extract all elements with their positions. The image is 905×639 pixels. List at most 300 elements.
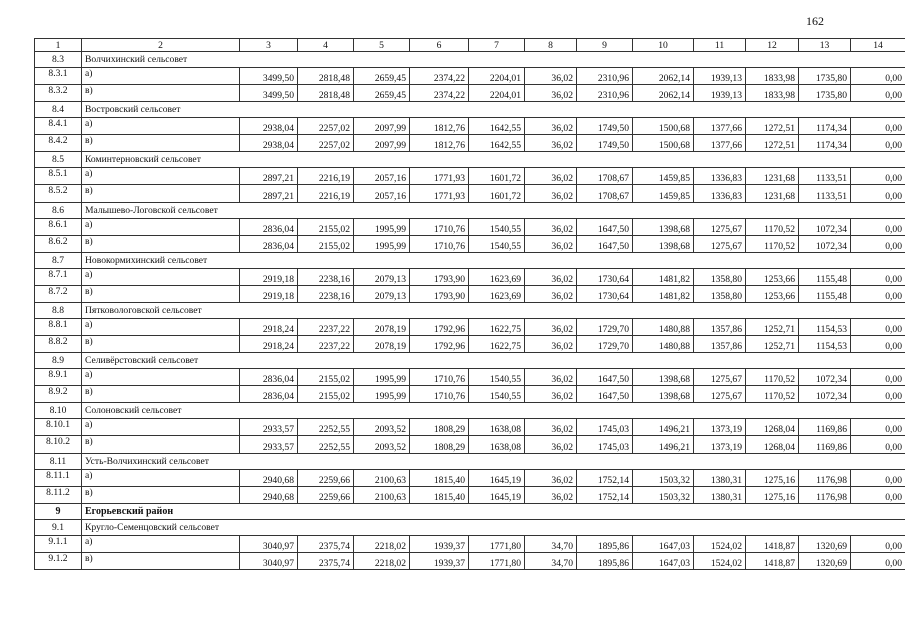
- value-cell: 0,00: [851, 268, 905, 285]
- value-cell: 1072,34: [799, 386, 851, 403]
- data-row: [35, 118, 905, 135]
- value-cell: 1601,72: [469, 168, 525, 185]
- value-cell: 0,00: [851, 285, 905, 302]
- value-cell: 2836,04: [240, 386, 298, 403]
- value-cell: 1398,68: [633, 218, 694, 235]
- value-cell: 0,00: [851, 386, 905, 403]
- row-number: 8.10.2: [35, 436, 82, 453]
- value-cell: 1357,86: [694, 336, 746, 353]
- value-cell: 1496,21: [633, 436, 694, 453]
- value-cell: 1253,66: [746, 268, 799, 285]
- header-cell: 1: [35, 39, 82, 52]
- value-cell: 1398,68: [633, 235, 694, 252]
- row-type: в): [82, 235, 240, 252]
- value-cell: 0,00: [851, 486, 905, 503]
- value-cell: 1749,50: [577, 118, 633, 135]
- value-cell: 1275,67: [694, 218, 746, 235]
- value-cell: 1771,80: [469, 552, 525, 569]
- value-cell: 2818,48: [298, 85, 354, 102]
- value-cell: 2919,18: [240, 285, 298, 302]
- value-cell: 0,00: [851, 235, 905, 252]
- section-number: 8.8: [35, 302, 82, 318]
- value-cell: 36,02: [525, 85, 577, 102]
- value-cell: 36,02: [525, 318, 577, 335]
- header-cell: 4: [298, 39, 354, 52]
- data-row: [35, 552, 905, 569]
- value-cell: 2933,57: [240, 436, 298, 453]
- row-type: в): [82, 336, 240, 353]
- value-cell: 2062,14: [633, 85, 694, 102]
- row-type: в): [82, 185, 240, 202]
- value-cell: 1357,86: [694, 318, 746, 335]
- row-type: в): [82, 85, 240, 102]
- value-cell: 1174,34: [799, 118, 851, 135]
- value-cell: 1895,86: [577, 552, 633, 569]
- header-row: [35, 39, 905, 52]
- row-type: в): [82, 386, 240, 403]
- value-cell: 2374,22: [410, 68, 469, 85]
- value-cell: 1642,55: [469, 135, 525, 152]
- value-cell: 1995,99: [354, 235, 410, 252]
- section-name: Солоновский сельсовет: [82, 403, 905, 419]
- data-row: [35, 85, 905, 102]
- value-cell: 1154,53: [799, 336, 851, 353]
- value-cell: 2918,24: [240, 318, 298, 335]
- value-cell: 1170,52: [746, 235, 799, 252]
- value-cell: 1710,76: [410, 386, 469, 403]
- row-number: 8.5.2: [35, 185, 82, 202]
- value-cell: 2259,66: [298, 469, 354, 486]
- value-cell: 1252,71: [746, 318, 799, 335]
- value-cell: 1169,86: [799, 419, 851, 436]
- section-row: [35, 519, 905, 535]
- section-row: [35, 353, 905, 369]
- section-row: [35, 202, 905, 218]
- section-name: Селивёрстовский сельсовет: [82, 353, 905, 369]
- row-type: а): [82, 419, 240, 436]
- section-row: [35, 52, 905, 68]
- value-cell: 1995,99: [354, 386, 410, 403]
- value-cell: 2079,13: [354, 268, 410, 285]
- value-cell: 36,02: [525, 235, 577, 252]
- value-cell: 1815,40: [410, 469, 469, 486]
- value-cell: 1377,66: [694, 118, 746, 135]
- value-cell: 1373,19: [694, 419, 746, 436]
- value-cell: 2940,68: [240, 469, 298, 486]
- row-number: 8.11.1: [35, 469, 82, 486]
- value-cell: 34,70: [525, 552, 577, 569]
- value-cell: 1503,32: [633, 469, 694, 486]
- value-cell: 1268,04: [746, 436, 799, 453]
- value-cell: 2062,14: [633, 68, 694, 85]
- value-cell: 36,02: [525, 436, 577, 453]
- value-cell: 2836,04: [240, 218, 298, 235]
- section-row: [35, 102, 905, 118]
- row-number: 9.1.1: [35, 535, 82, 552]
- value-cell: 36,02: [525, 419, 577, 436]
- value-cell: 2375,74: [298, 552, 354, 569]
- row-type: а): [82, 535, 240, 552]
- section-name: Коминтерновский сельсовет: [82, 152, 905, 168]
- data-row: [35, 185, 905, 202]
- value-cell: 1730,64: [577, 285, 633, 302]
- value-cell: 1745,03: [577, 419, 633, 436]
- value-cell: 2919,18: [240, 268, 298, 285]
- value-cell: 1170,52: [746, 369, 799, 386]
- value-cell: 0,00: [851, 68, 905, 85]
- value-cell: 1995,99: [354, 369, 410, 386]
- data-row: [35, 469, 905, 486]
- value-cell: 36,02: [525, 469, 577, 486]
- value-cell: 0,00: [851, 185, 905, 202]
- value-cell: 1176,98: [799, 469, 851, 486]
- header-cell: 11: [694, 39, 746, 52]
- value-cell: 2375,74: [298, 535, 354, 552]
- value-cell: 2216,19: [298, 168, 354, 185]
- value-cell: 2238,16: [298, 285, 354, 302]
- value-cell: 2374,22: [410, 85, 469, 102]
- header-cell: 7: [469, 39, 525, 52]
- value-cell: 2093,52: [354, 419, 410, 436]
- value-cell: 1752,14: [577, 486, 633, 503]
- table-body: [35, 39, 905, 570]
- data-row: [35, 168, 905, 185]
- value-cell: 0,00: [851, 218, 905, 235]
- data-row: [35, 218, 905, 235]
- value-cell: 1320,69: [799, 552, 851, 569]
- value-cell: 1833,98: [746, 85, 799, 102]
- value-cell: 1336,83: [694, 168, 746, 185]
- value-cell: 1708,67: [577, 185, 633, 202]
- row-type: а): [82, 168, 240, 185]
- value-cell: 1500,68: [633, 118, 694, 135]
- value-cell: 1500,68: [633, 135, 694, 152]
- value-cell: 1638,08: [469, 436, 525, 453]
- value-cell: 2100,63: [354, 469, 410, 486]
- data-row: [35, 318, 905, 335]
- value-cell: 1792,96: [410, 318, 469, 335]
- value-cell: 1808,29: [410, 436, 469, 453]
- value-cell: 1398,68: [633, 386, 694, 403]
- section-number: 8.10: [35, 403, 82, 419]
- value-cell: 1524,02: [694, 552, 746, 569]
- value-cell: 2079,13: [354, 285, 410, 302]
- row-number: 8.6.1: [35, 218, 82, 235]
- value-cell: 1623,69: [469, 268, 525, 285]
- value-cell: 2057,16: [354, 185, 410, 202]
- value-cell: 2237,22: [298, 318, 354, 335]
- value-cell: 1170,52: [746, 386, 799, 403]
- value-cell: 0,00: [851, 469, 905, 486]
- value-cell: 1645,19: [469, 486, 525, 503]
- row-number: 8.3.1: [35, 68, 82, 85]
- value-cell: 0,00: [851, 552, 905, 569]
- value-cell: 1939,13: [694, 85, 746, 102]
- value-cell: 1647,03: [633, 535, 694, 552]
- value-cell: 36,02: [525, 369, 577, 386]
- value-cell: 1540,55: [469, 369, 525, 386]
- row-type: в): [82, 486, 240, 503]
- section-name: Егорьевский район: [82, 503, 905, 519]
- value-cell: 1735,80: [799, 68, 851, 85]
- value-cell: 2218,02: [354, 552, 410, 569]
- value-cell: 1771,93: [410, 185, 469, 202]
- section-row: [35, 453, 905, 469]
- data-row: [35, 419, 905, 436]
- value-cell: 2252,55: [298, 419, 354, 436]
- value-cell: 2938,04: [240, 118, 298, 135]
- row-number: 8.11.2: [35, 486, 82, 503]
- value-cell: 2155,02: [298, 235, 354, 252]
- row-number: 8.8.2: [35, 336, 82, 353]
- header-cell: 14: [851, 39, 905, 52]
- value-cell: 36,02: [525, 218, 577, 235]
- value-cell: 1481,82: [633, 285, 694, 302]
- value-cell: 36,02: [525, 135, 577, 152]
- section-number: 8.4: [35, 102, 82, 118]
- row-type: в): [82, 436, 240, 453]
- value-cell: 1272,51: [746, 135, 799, 152]
- value-cell: 1752,14: [577, 469, 633, 486]
- value-cell: 1481,82: [633, 268, 694, 285]
- section-name: Малышево-Логовской сельсовет: [82, 202, 905, 218]
- value-cell: 1155,48: [799, 285, 851, 302]
- value-cell: 1320,69: [799, 535, 851, 552]
- value-cell: 2218,02: [354, 535, 410, 552]
- row-type: а): [82, 218, 240, 235]
- value-cell: 2310,96: [577, 85, 633, 102]
- value-cell: 1622,75: [469, 336, 525, 353]
- value-cell: 1231,68: [746, 168, 799, 185]
- value-cell: 1133,51: [799, 185, 851, 202]
- value-cell: 1995,99: [354, 218, 410, 235]
- value-cell: 1418,87: [746, 552, 799, 569]
- value-cell: 1275,67: [694, 369, 746, 386]
- section-number: 8.5: [35, 152, 82, 168]
- value-cell: 1154,53: [799, 318, 851, 335]
- value-cell: 1540,55: [469, 218, 525, 235]
- value-cell: 2155,02: [298, 218, 354, 235]
- value-cell: 1793,90: [410, 285, 469, 302]
- row-type: а): [82, 369, 240, 386]
- value-cell: 1275,16: [746, 469, 799, 486]
- section-name: Усть-Волчихинский сельсовет: [82, 453, 905, 469]
- section-number: 8.11: [35, 453, 82, 469]
- row-number: 8.4.1: [35, 118, 82, 135]
- value-cell: 2918,24: [240, 336, 298, 353]
- district-row: [35, 503, 905, 519]
- value-cell: 36,02: [525, 185, 577, 202]
- row-number: 8.10.1: [35, 419, 82, 436]
- value-cell: 2659,45: [354, 68, 410, 85]
- page-number: 162: [806, 14, 824, 28]
- value-cell: 0,00: [851, 168, 905, 185]
- value-cell: 0,00: [851, 318, 905, 335]
- row-number: 8.5.1: [35, 168, 82, 185]
- value-cell: 1793,90: [410, 268, 469, 285]
- data-row: [35, 535, 905, 552]
- value-cell: 36,02: [525, 486, 577, 503]
- header-cell: 9: [577, 39, 633, 52]
- tariff-table: [34, 38, 905, 570]
- value-cell: 1358,80: [694, 285, 746, 302]
- header-cell: 2: [82, 39, 240, 52]
- value-cell: 2310,96: [577, 68, 633, 85]
- data-row: [35, 436, 905, 453]
- value-cell: 1459,85: [633, 168, 694, 185]
- value-cell: 1729,70: [577, 336, 633, 353]
- value-cell: 1231,68: [746, 185, 799, 202]
- row-type: в): [82, 285, 240, 302]
- value-cell: 1133,51: [799, 168, 851, 185]
- value-cell: 1072,34: [799, 218, 851, 235]
- row-number: 8.7.2: [35, 285, 82, 302]
- value-cell: 1176,98: [799, 486, 851, 503]
- value-cell: 1459,85: [633, 185, 694, 202]
- value-cell: 0,00: [851, 118, 905, 135]
- value-cell: 1647,50: [577, 369, 633, 386]
- data-row: [35, 386, 905, 403]
- value-cell: 1275,67: [694, 386, 746, 403]
- value-cell: 2938,04: [240, 135, 298, 152]
- data-row: [35, 268, 905, 285]
- value-cell: 1647,50: [577, 235, 633, 252]
- value-cell: 1812,76: [410, 118, 469, 135]
- value-cell: 1169,86: [799, 436, 851, 453]
- value-cell: 2155,02: [298, 369, 354, 386]
- header-cell: 5: [354, 39, 410, 52]
- value-cell: 0,00: [851, 135, 905, 152]
- value-cell: 2204,01: [469, 68, 525, 85]
- value-cell: 2057,16: [354, 168, 410, 185]
- value-cell: 36,02: [525, 68, 577, 85]
- data-row: [35, 235, 905, 252]
- value-cell: 1540,55: [469, 386, 525, 403]
- section-name: Востровский сельсовет: [82, 102, 905, 118]
- section-number: 9.1: [35, 519, 82, 535]
- value-cell: 1377,66: [694, 135, 746, 152]
- value-cell: 2237,22: [298, 336, 354, 353]
- value-cell: 1939,37: [410, 552, 469, 569]
- value-cell: 2659,45: [354, 85, 410, 102]
- section-number: 8.9: [35, 353, 82, 369]
- section-row: [35, 403, 905, 419]
- data-row: [35, 68, 905, 85]
- section-name: Пятковологовской сельсовет: [82, 302, 905, 318]
- value-cell: 2897,21: [240, 185, 298, 202]
- value-cell: 2097,99: [354, 135, 410, 152]
- header-cell: 3: [240, 39, 298, 52]
- row-number: 8.3.2: [35, 85, 82, 102]
- value-cell: 1939,13: [694, 68, 746, 85]
- value-cell: 1647,50: [577, 218, 633, 235]
- value-cell: 1749,50: [577, 135, 633, 152]
- value-cell: 1380,31: [694, 486, 746, 503]
- value-cell: 0,00: [851, 369, 905, 386]
- value-cell: 36,02: [525, 168, 577, 185]
- value-cell: 1480,88: [633, 336, 694, 353]
- value-cell: 1710,76: [410, 235, 469, 252]
- value-cell: 1503,32: [633, 486, 694, 503]
- value-cell: 34,70: [525, 535, 577, 552]
- row-type: в): [82, 135, 240, 152]
- value-cell: 1170,52: [746, 218, 799, 235]
- header-cell: 10: [633, 39, 694, 52]
- value-cell: 1252,71: [746, 336, 799, 353]
- value-cell: 1642,55: [469, 118, 525, 135]
- value-cell: 1373,19: [694, 436, 746, 453]
- section-number: 8.3: [35, 52, 82, 68]
- value-cell: 1524,02: [694, 535, 746, 552]
- value-cell: 1380,31: [694, 469, 746, 486]
- value-cell: 1730,64: [577, 268, 633, 285]
- row-type: а): [82, 118, 240, 135]
- value-cell: 2257,02: [298, 118, 354, 135]
- row-number: 8.9.2: [35, 386, 82, 403]
- value-cell: 2836,04: [240, 369, 298, 386]
- value-cell: 1072,34: [799, 235, 851, 252]
- value-cell: 1833,98: [746, 68, 799, 85]
- value-cell: 2259,66: [298, 486, 354, 503]
- section-row: [35, 252, 905, 268]
- value-cell: 1812,76: [410, 135, 469, 152]
- value-cell: 1268,04: [746, 419, 799, 436]
- value-cell: 1808,29: [410, 419, 469, 436]
- section-number: 8.6: [35, 202, 82, 218]
- value-cell: 1496,21: [633, 419, 694, 436]
- value-cell: 1418,87: [746, 535, 799, 552]
- value-cell: 1939,37: [410, 535, 469, 552]
- value-cell: 2252,55: [298, 436, 354, 453]
- value-cell: 36,02: [525, 268, 577, 285]
- value-cell: 3499,50: [240, 68, 298, 85]
- value-cell: 1272,51: [746, 118, 799, 135]
- value-cell: 36,02: [525, 336, 577, 353]
- row-number: 9.1.2: [35, 552, 82, 569]
- value-cell: 3040,97: [240, 552, 298, 569]
- value-cell: 1647,50: [577, 386, 633, 403]
- value-cell: 1771,93: [410, 168, 469, 185]
- value-cell: 3499,50: [240, 85, 298, 102]
- section-name: Волчихинский сельсовет: [82, 52, 905, 68]
- value-cell: 1622,75: [469, 318, 525, 335]
- data-row: [35, 285, 905, 302]
- value-cell: 2078,19: [354, 318, 410, 335]
- value-cell: 1710,76: [410, 218, 469, 235]
- header-cell: 6: [410, 39, 469, 52]
- row-number: 8.6.2: [35, 235, 82, 252]
- value-cell: 1174,34: [799, 135, 851, 152]
- value-cell: 2897,21: [240, 168, 298, 185]
- section-row: [35, 302, 905, 318]
- value-cell: 1275,16: [746, 486, 799, 503]
- value-cell: 2097,99: [354, 118, 410, 135]
- value-cell: 1710,76: [410, 369, 469, 386]
- value-cell: 2204,01: [469, 85, 525, 102]
- value-cell: 36,02: [525, 118, 577, 135]
- value-cell: 0,00: [851, 419, 905, 436]
- value-cell: 36,02: [525, 285, 577, 302]
- value-cell: 1895,86: [577, 535, 633, 552]
- row-type: в): [82, 552, 240, 569]
- row-type: а): [82, 469, 240, 486]
- row-type: а): [82, 68, 240, 85]
- row-type: а): [82, 268, 240, 285]
- value-cell: 36,02: [525, 386, 577, 403]
- value-cell: 1398,68: [633, 369, 694, 386]
- section-name: Новокормихинский сельсовет: [82, 252, 905, 268]
- value-cell: 1336,83: [694, 185, 746, 202]
